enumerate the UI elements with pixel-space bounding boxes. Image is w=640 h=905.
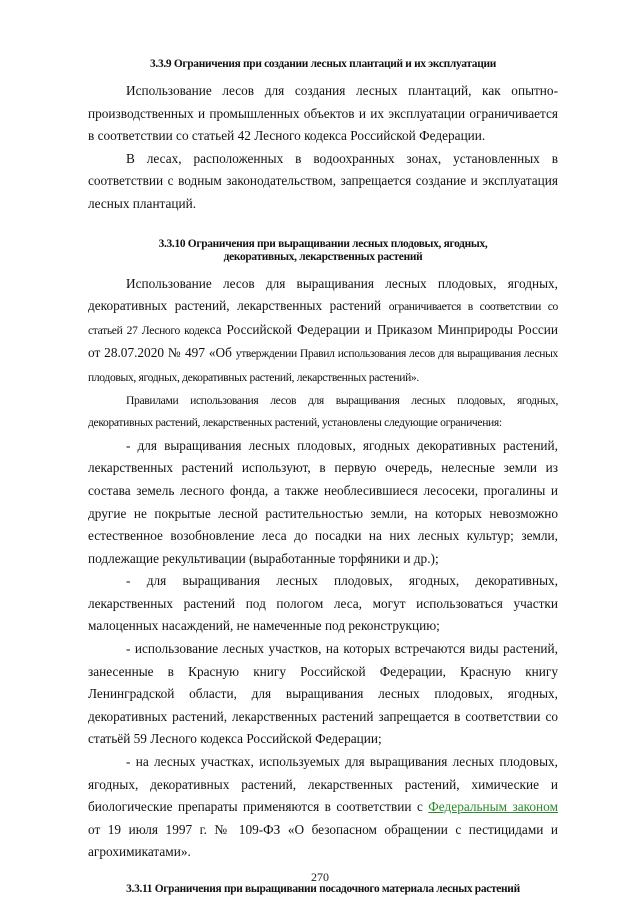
list-item: [88, 751, 558, 864]
text-run: са Российской Федерации и Приказом Минприроды России от 28.07.2020 № 497 «Об: [88, 321, 558, 361]
text-run: Использование лесов для выращивания лесных плодовых, ягодных, декоративных растений, лекарственных растений: [88, 275, 558, 314]
paragraph: [88, 273, 558, 390]
section-heading-3-3-11: 3.3.11 Ограничения при выращивании посадочного материала лесных растений: [126, 883, 520, 895]
page-number: 270: [311, 870, 329, 884]
document-page: [88, 58, 558, 896]
list-item: - для выращивания лесных плодовых, ягодных декоративных растений, лекарственных растений используют, в первую очередь, нелесные земли из состава земель лесного фонда, а также необлесившиеся лесосеки, прогалины и другие не покрытые лесной растительностью земли, на которых невозможно естественное возобновление леса до посадки на них лесных культур; земли, подлежащие рекультивации (выработанные торфяники и др.);: [88, 437, 558, 566]
text-run: от 19 июля 1997 г. № 109-ФЗ «О безопасном обращении с пестицидами и агрохимикатами».: [88, 821, 558, 860]
section-heading-3-3-9: 3.3.9 Ограничения при создании лесных плантаций и их эксплуатации: [150, 58, 496, 70]
section-heading-3-3-10: [88, 238, 558, 264]
heading-line: декоративных, лекарственных растений: [223, 250, 423, 263]
federal-law-link[interactable]: Федеральным законом: [428, 799, 558, 815]
paragraph: Использование лесов для создания лесных плантаций, как опытно-производственных и промышленных объектов и их эксплуатации ограничивается в соответствии со статьей 42 Лесного кодекса Российской Федерации.: [88, 83, 558, 144]
heading-line: 3.3.10 Ограничения при выращивании лесных плодовых, ягодных,: [158, 237, 488, 250]
list-item: - для выращивания лесных плодовых, ягодных, декоративных, лекарственных растений под пологом леса, могут использоваться участки малоценных насаждений, не намеченные под реконструкцию;: [88, 573, 558, 634]
list-item: - использование лесных участков, на которых встречаются виды растений, занесенные в Красную книгу Российской Федерации, Красную книгу Ленинградской области, для выращивания лесных плодовых, ягодных, декоративных растений, лекарственных растений запрещается в соответствии со статьёй 59 Лесного кодекса Российской Федерации;: [88, 641, 558, 747]
paragraph: Правилами использования лесов для выращивания лесных плодовых, ягодных, декоративных растений, лекарственных растений, установлены следующие ограничения:: [88, 393, 558, 430]
text-run: утверждении Правил использования лесов для выращивания лесных плодовых, ягодных, декоративных растений, лекарственных растений».: [88, 347, 558, 384]
paragraph: В лесах, расположенных в водоохранных зонах, установленных в соответствии с водным законодательством, запрещается создание и эксплуатация лесных плантаций.: [88, 150, 558, 211]
text-run: ограничивается в соответствии со статьей 27 Лесного кодек: [88, 300, 558, 337]
text-run: - на лесных участках, используемых для выращивания лесных плодовых, ягодных, декоративных растений, лекарственных растений, химические и биологические препараты применяются в соответствии с: [88, 754, 558, 815]
